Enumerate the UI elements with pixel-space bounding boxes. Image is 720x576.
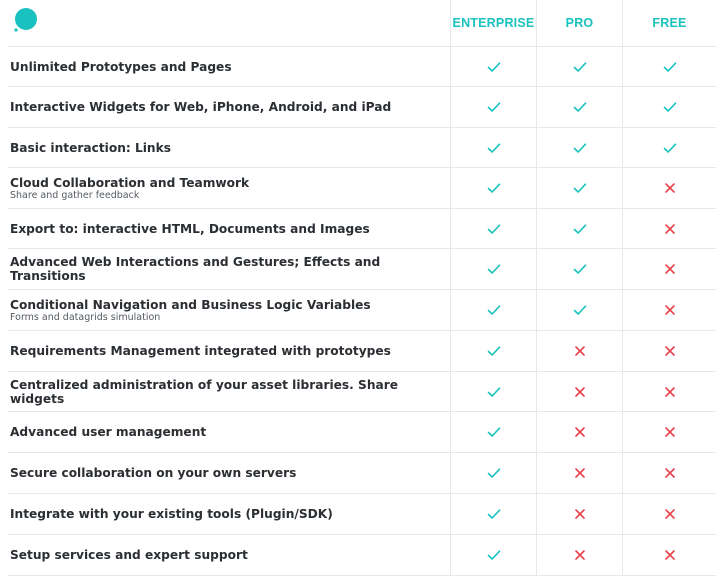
cross-icon bbox=[572, 424, 588, 440]
cross-icon bbox=[662, 547, 678, 563]
feature-label bbox=[10, 87, 440, 127]
feature-title: Requirements Management integrated with prototypes bbox=[10, 344, 391, 358]
feature-title: Setup services and expert support bbox=[10, 548, 248, 562]
cell-pro bbox=[536, 168, 622, 208]
cell-pro bbox=[536, 535, 622, 575]
check-icon bbox=[486, 221, 502, 237]
cell-free bbox=[622, 412, 716, 452]
cell-enterprise bbox=[450, 372, 536, 411]
table-row bbox=[8, 290, 716, 331]
table-row bbox=[8, 249, 716, 290]
cross-icon bbox=[662, 302, 678, 318]
feature-subtitle: Forms and datagrids simulation bbox=[10, 311, 161, 323]
feature-label bbox=[10, 168, 440, 208]
check-icon bbox=[572, 59, 588, 75]
plan-name-free: FREE bbox=[652, 16, 687, 30]
check-icon bbox=[486, 424, 502, 440]
cell-free bbox=[622, 47, 716, 86]
check-icon bbox=[486, 59, 502, 75]
table-row bbox=[8, 87, 716, 128]
cell-enterprise bbox=[450, 47, 536, 86]
table-row bbox=[8, 209, 716, 249]
cross-icon bbox=[662, 465, 678, 481]
feature-title: Secure collaboration on your own servers bbox=[10, 466, 297, 480]
check-icon bbox=[486, 140, 502, 156]
cross-icon bbox=[662, 343, 678, 359]
cell-pro bbox=[536, 412, 622, 452]
cell-enterprise bbox=[450, 453, 536, 493]
cell-enterprise bbox=[450, 494, 536, 534]
cell-pro bbox=[536, 331, 622, 371]
feature-title: Centralized administration of your asset libraries. Share widgets bbox=[10, 377, 399, 406]
table-row bbox=[8, 494, 716, 535]
cell-pro bbox=[536, 494, 622, 534]
cell-enterprise bbox=[450, 535, 536, 575]
feature-label bbox=[10, 290, 440, 330]
cell-free bbox=[622, 128, 716, 167]
cross-icon bbox=[662, 180, 678, 196]
cell-free bbox=[622, 168, 716, 208]
check-icon bbox=[662, 99, 678, 115]
table-row bbox=[8, 372, 716, 412]
cell-pro bbox=[536, 209, 622, 248]
check-icon bbox=[572, 99, 588, 115]
table-row bbox=[8, 331, 716, 372]
feature-subtitle: Share and gather feedback bbox=[10, 189, 140, 201]
check-icon bbox=[486, 180, 502, 196]
cross-icon bbox=[572, 506, 588, 522]
cell-free bbox=[622, 453, 716, 493]
table-row bbox=[8, 128, 716, 168]
cell-pro bbox=[536, 453, 622, 493]
feature-label bbox=[10, 249, 440, 289]
check-icon bbox=[572, 140, 588, 156]
plan-column-enterprise bbox=[450, 0, 536, 46]
cell-free bbox=[622, 87, 716, 127]
cross-icon bbox=[572, 547, 588, 563]
feature-title: Advanced user management bbox=[10, 425, 207, 439]
cell-enterprise bbox=[450, 168, 536, 208]
cell-pro bbox=[536, 87, 622, 127]
cell-pro bbox=[536, 372, 622, 411]
table-row bbox=[8, 168, 716, 209]
plan-column-pro bbox=[536, 0, 622, 46]
plan-name-enterprise: ENTERPRISE bbox=[452, 16, 535, 30]
check-icon bbox=[486, 343, 502, 359]
cell-enterprise bbox=[450, 331, 536, 371]
feature-title: Advanced Web Interactions and Gestures; Effects and Transitions bbox=[10, 255, 381, 283]
cell-pro bbox=[536, 290, 622, 330]
feature-label bbox=[10, 209, 440, 248]
cell-pro bbox=[536, 47, 622, 86]
feature-title: Interactive Widgets for Web, iPhone, Android, and iPad bbox=[10, 100, 392, 114]
cell-free bbox=[622, 494, 716, 534]
table-row bbox=[8, 453, 716, 494]
feature-title: Basic interaction: Links bbox=[10, 140, 171, 155]
comparison-table bbox=[8, 0, 716, 576]
feature-title: Conditional Navigation and Business Logic Variables bbox=[10, 297, 371, 312]
check-icon bbox=[486, 547, 502, 563]
cell-enterprise bbox=[450, 209, 536, 248]
cell-enterprise bbox=[450, 412, 536, 452]
cell-free bbox=[622, 372, 716, 411]
cell-free bbox=[622, 290, 716, 330]
check-icon bbox=[662, 59, 678, 75]
cell-pro bbox=[536, 249, 622, 289]
check-icon bbox=[486, 465, 502, 481]
cell-free bbox=[622, 249, 716, 289]
feature-label bbox=[10, 47, 440, 86]
cross-icon bbox=[572, 384, 588, 400]
check-icon bbox=[486, 99, 502, 115]
cross-icon bbox=[572, 343, 588, 359]
feature-label bbox=[10, 331, 440, 371]
check-icon bbox=[572, 180, 588, 196]
cell-free bbox=[622, 331, 716, 371]
cross-icon bbox=[662, 261, 678, 277]
feature-label bbox=[10, 372, 440, 411]
cross-icon bbox=[662, 506, 678, 522]
plan-column-free bbox=[622, 0, 716, 46]
cell-enterprise bbox=[450, 87, 536, 127]
check-icon bbox=[486, 302, 502, 318]
feature-label bbox=[10, 412, 440, 452]
feature-label bbox=[10, 535, 440, 575]
feature-title: Unlimited Prototypes and Pages bbox=[10, 59, 232, 74]
feature-title: Cloud Collaboration and Teamwork bbox=[10, 175, 250, 190]
cross-icon bbox=[662, 221, 678, 237]
check-icon bbox=[572, 221, 588, 237]
check-icon bbox=[662, 140, 678, 156]
check-icon bbox=[572, 302, 588, 318]
feature-label bbox=[10, 128, 440, 167]
feature-title: Export to: interactive HTML, Documents and Images bbox=[10, 221, 370, 236]
logo-icon bbox=[12, 7, 38, 33]
feature-title: Integrate with your existing tools (Plugin/SDK) bbox=[10, 507, 333, 521]
table-header bbox=[8, 0, 716, 47]
cross-icon bbox=[662, 384, 678, 400]
feature-rows bbox=[8, 47, 716, 576]
check-icon bbox=[572, 261, 588, 277]
cell-pro bbox=[536, 128, 622, 167]
cell-enterprise bbox=[450, 128, 536, 167]
cell-enterprise bbox=[450, 249, 536, 289]
table-row bbox=[8, 535, 716, 576]
table-row bbox=[8, 47, 716, 87]
feature-label bbox=[10, 453, 440, 493]
cell-free bbox=[622, 209, 716, 248]
feature-label bbox=[10, 494, 440, 534]
cross-icon bbox=[662, 424, 678, 440]
cell-free bbox=[622, 535, 716, 575]
check-icon bbox=[486, 261, 502, 277]
plan-name-pro: PRO bbox=[565, 16, 594, 30]
cross-icon bbox=[572, 465, 588, 481]
table-row bbox=[8, 412, 716, 453]
check-icon bbox=[486, 384, 502, 400]
cell-enterprise bbox=[450, 290, 536, 330]
check-icon bbox=[486, 506, 502, 522]
